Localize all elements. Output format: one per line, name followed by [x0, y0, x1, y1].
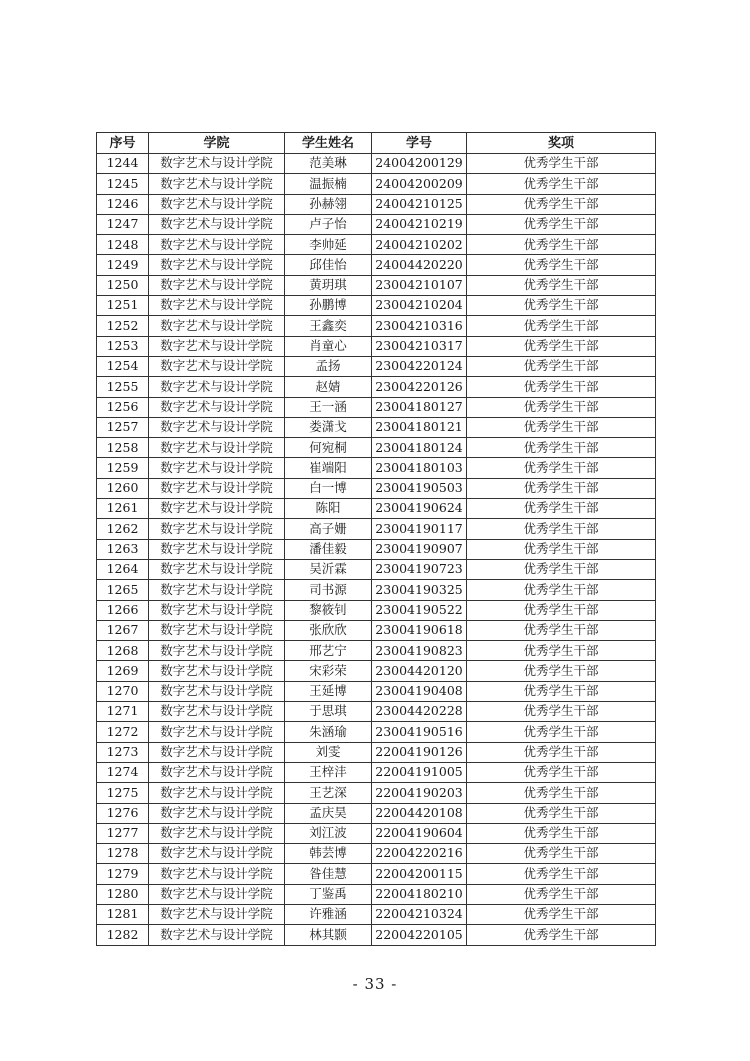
cell-student-name: 司书源	[285, 580, 372, 600]
cell-seq: 1261	[97, 499, 149, 519]
cell-student-id: 24004210125	[372, 194, 467, 214]
cell-award: 优秀学生干部	[467, 397, 656, 417]
header-seq: 序号	[97, 133, 149, 154]
table-row	[97, 620, 656, 640]
cell-college: 数字艺术与设计学院	[149, 925, 285, 945]
cell-student-id: 23004190117	[372, 519, 467, 539]
cell-seq: 1251	[97, 296, 149, 316]
cell-student-id: 23004220126	[372, 377, 467, 397]
table-row	[97, 884, 656, 904]
cell-college: 数字艺术与设计学院	[149, 417, 285, 437]
cell-college: 数字艺术与设计学院	[149, 620, 285, 640]
cell-college: 数字艺术与设计学院	[149, 559, 285, 579]
cell-college: 数字艺术与设计学院	[149, 742, 285, 762]
cell-award: 优秀学生干部	[467, 702, 656, 722]
cell-award: 优秀学生干部	[467, 864, 656, 884]
cell-student-id: 23004190408	[372, 681, 467, 701]
cell-college: 数字艺术与设计学院	[149, 255, 285, 275]
cell-student-id: 24004210219	[372, 214, 467, 234]
cell-student-name: 陈阳	[285, 499, 372, 519]
cell-student-id: 22004190203	[372, 783, 467, 803]
table-row	[97, 458, 656, 478]
cell-seq: 1281	[97, 904, 149, 924]
cell-student-name: 温振楠	[285, 174, 372, 194]
table-row	[97, 722, 656, 742]
cell-student-name: 王一涵	[285, 397, 372, 417]
cell-seq: 1255	[97, 377, 149, 397]
cell-seq: 1252	[97, 316, 149, 336]
cell-seq: 1257	[97, 417, 149, 437]
cell-student-name: 于思琪	[285, 702, 372, 722]
cell-college: 数字艺术与设计学院	[149, 154, 285, 174]
cell-student-id: 23004210317	[372, 336, 467, 356]
table-row	[97, 925, 656, 945]
cell-seq: 1268	[97, 641, 149, 661]
cell-student-id: 23004180124	[372, 438, 467, 458]
cell-student-name: 邢艺宁	[285, 641, 372, 661]
table-row	[97, 559, 656, 579]
cell-seq: 1279	[97, 864, 149, 884]
cell-award: 优秀学生干部	[467, 580, 656, 600]
cell-student-id: 23004180127	[372, 397, 467, 417]
cell-award: 优秀学生干部	[467, 296, 656, 316]
cell-student-name: 林其颢	[285, 925, 372, 945]
table-row	[97, 214, 656, 234]
table-row	[97, 580, 656, 600]
page-number: - 33 -	[352, 975, 398, 993]
cell-student-name: 卢子怡	[285, 214, 372, 234]
cell-award: 优秀学生干部	[467, 803, 656, 823]
table-row	[97, 356, 656, 376]
cell-student-id: 23004420228	[372, 702, 467, 722]
cell-seq: 1246	[97, 194, 149, 214]
cell-student-id: 23004180103	[372, 458, 467, 478]
cell-student-name: 张欣欣	[285, 620, 372, 640]
cell-award: 优秀学生干部	[467, 661, 656, 681]
cell-seq: 1274	[97, 762, 149, 782]
cell-college: 数字艺术与设计学院	[149, 884, 285, 904]
table-body	[97, 154, 656, 946]
table-row	[97, 742, 656, 762]
cell-student-id: 23004420120	[372, 661, 467, 681]
cell-college: 数字艺术与设计学院	[149, 235, 285, 255]
cell-award: 优秀学生干部	[467, 539, 656, 559]
cell-award: 优秀学生干部	[467, 722, 656, 742]
cell-college: 数字艺术与设计学院	[149, 904, 285, 924]
cell-award: 优秀学生干部	[467, 275, 656, 295]
table-row	[97, 174, 656, 194]
cell-student-name: 崔端阳	[285, 458, 372, 478]
cell-award: 优秀学生干部	[467, 519, 656, 539]
header-student-id: 学号	[372, 133, 467, 154]
cell-college: 数字艺术与设计学院	[149, 397, 285, 417]
cell-seq: 1262	[97, 519, 149, 539]
cell-student-id: 22004190126	[372, 742, 467, 762]
cell-seq: 1265	[97, 580, 149, 600]
cell-college: 数字艺术与设计学院	[149, 641, 285, 661]
cell-college: 数字艺术与设计学院	[149, 194, 285, 214]
cell-student-id: 23004180121	[372, 417, 467, 437]
table-row	[97, 397, 656, 417]
cell-student-name: 朱涵瑜	[285, 722, 372, 742]
cell-seq: 1259	[97, 458, 149, 478]
cell-student-name: 许雅涵	[285, 904, 372, 924]
cell-award: 优秀学生干部	[467, 377, 656, 397]
cell-award: 优秀学生干部	[467, 255, 656, 275]
cell-award: 优秀学生干部	[467, 925, 656, 945]
cell-seq: 1248	[97, 235, 149, 255]
table-row	[97, 904, 656, 924]
table-row	[97, 783, 656, 803]
cell-student-name: 黎筱钊	[285, 600, 372, 620]
header-row	[97, 133, 656, 154]
cell-student-name: 潘佳毅	[285, 539, 372, 559]
cell-award: 优秀学生干部	[467, 620, 656, 640]
cell-college: 数字艺术与设计学院	[149, 600, 285, 620]
cell-student-name: 昝佳慧	[285, 864, 372, 884]
cell-award: 优秀学生干部	[467, 356, 656, 376]
cell-student-name: 王延博	[285, 681, 372, 701]
table-row	[97, 154, 656, 174]
cell-college: 数字艺术与设计学院	[149, 519, 285, 539]
table-row	[97, 844, 656, 864]
cell-student-id: 22004191005	[372, 762, 467, 782]
cell-seq: 1253	[97, 336, 149, 356]
table-row	[97, 438, 656, 458]
cell-student-id: 22004180210	[372, 884, 467, 904]
cell-college: 数字艺术与设计学院	[149, 316, 285, 336]
cell-student-name: 宋彩荣	[285, 661, 372, 681]
table-row	[97, 255, 656, 275]
table-row	[97, 194, 656, 214]
cell-award: 优秀学生干部	[467, 600, 656, 620]
cell-student-id: 23004190624	[372, 499, 467, 519]
cell-seq: 1244	[97, 154, 149, 174]
cell-student-id: 23004190503	[372, 478, 467, 498]
table-row	[97, 499, 656, 519]
cell-student-id: 22004210324	[372, 904, 467, 924]
cell-student-name: 白一博	[285, 478, 372, 498]
cell-award: 优秀学生干部	[467, 174, 656, 194]
cell-student-id: 23004190723	[372, 559, 467, 579]
table-row	[97, 519, 656, 539]
cell-student-name: 赵婧	[285, 377, 372, 397]
table-row	[97, 641, 656, 661]
cell-seq: 1273	[97, 742, 149, 762]
cell-student-name: 孙鹏博	[285, 296, 372, 316]
table-row	[97, 661, 656, 681]
table-row	[97, 823, 656, 843]
cell-college: 数字艺术与设计学院	[149, 539, 285, 559]
cell-student-id: 23004190907	[372, 539, 467, 559]
cell-award: 优秀学生干部	[467, 641, 656, 661]
cell-award: 优秀学生干部	[467, 417, 656, 437]
cell-award: 优秀学生干部	[467, 742, 656, 762]
cell-seq: 1271	[97, 702, 149, 722]
table-header	[97, 133, 656, 154]
cell-student-name: 李帅延	[285, 235, 372, 255]
cell-college: 数字艺术与设计学院	[149, 823, 285, 843]
table-row	[97, 275, 656, 295]
cell-student-id: 23004210316	[372, 316, 467, 336]
table-row	[97, 681, 656, 701]
cell-college: 数字艺术与设计学院	[149, 844, 285, 864]
cell-college: 数字艺术与设计学院	[149, 499, 285, 519]
table-row	[97, 336, 656, 356]
table-row	[97, 235, 656, 255]
cell-student-id: 23004190516	[372, 722, 467, 742]
table-row	[97, 417, 656, 437]
table-row	[97, 600, 656, 620]
table-row	[97, 539, 656, 559]
cell-college: 数字艺术与设计学院	[149, 214, 285, 234]
cell-college: 数字艺术与设计学院	[149, 336, 285, 356]
cell-student-id: 23004210107	[372, 275, 467, 295]
cell-award: 优秀学生干部	[467, 194, 656, 214]
cell-seq: 1247	[97, 214, 149, 234]
cell-college: 数字艺术与设计学院	[149, 296, 285, 316]
cell-student-name: 黄玥琪	[285, 275, 372, 295]
cell-seq: 1264	[97, 559, 149, 579]
cell-college: 数字艺术与设计学院	[149, 438, 285, 458]
cell-seq: 1250	[97, 275, 149, 295]
cell-college: 数字艺术与设计学院	[149, 864, 285, 884]
cell-student-id: 23004190325	[372, 580, 467, 600]
table-row	[97, 803, 656, 823]
cell-seq: 1266	[97, 600, 149, 620]
cell-college: 数字艺术与设计学院	[149, 722, 285, 742]
cell-seq: 1270	[97, 681, 149, 701]
cell-college: 数字艺术与设计学院	[149, 174, 285, 194]
cell-award: 优秀学生干部	[467, 316, 656, 336]
cell-seq: 1254	[97, 356, 149, 376]
cell-seq: 1275	[97, 783, 149, 803]
cell-college: 数字艺术与设计学院	[149, 275, 285, 295]
cell-student-name: 王艺深	[285, 783, 372, 803]
cell-seq: 1277	[97, 823, 149, 843]
table-row	[97, 377, 656, 397]
cell-student-id: 22004190604	[372, 823, 467, 843]
cell-student-name: 韩芸博	[285, 844, 372, 864]
award-list-table	[96, 132, 656, 946]
cell-seq: 1269	[97, 661, 149, 681]
cell-student-id: 22004220105	[372, 925, 467, 945]
cell-award: 优秀学生干部	[467, 235, 656, 255]
cell-award: 优秀学生干部	[467, 559, 656, 579]
header-award: 奖项	[467, 133, 656, 154]
cell-student-name: 王梓沣	[285, 762, 372, 782]
cell-award: 优秀学生干部	[467, 499, 656, 519]
cell-college: 数字艺术与设计学院	[149, 783, 285, 803]
cell-student-id: 22004220216	[372, 844, 467, 864]
cell-college: 数字艺术与设计学院	[149, 458, 285, 478]
cell-award: 优秀学生干部	[467, 783, 656, 803]
cell-student-name: 刘江波	[285, 823, 372, 843]
header-college: 学院	[149, 133, 285, 154]
cell-student-id: 23004190618	[372, 620, 467, 640]
cell-student-id: 23004210204	[372, 296, 467, 316]
cell-seq: 1282	[97, 925, 149, 945]
cell-seq: 1278	[97, 844, 149, 864]
header-student-name: 学生姓名	[285, 133, 372, 154]
cell-award: 优秀学生干部	[467, 458, 656, 478]
cell-student-id: 24004200209	[372, 174, 467, 194]
cell-college: 数字艺术与设计学院	[149, 478, 285, 498]
cell-college: 数字艺术与设计学院	[149, 681, 285, 701]
cell-student-id: 23004190522	[372, 600, 467, 620]
cell-student-id: 23004190823	[372, 641, 467, 661]
table-row	[97, 864, 656, 884]
cell-award: 优秀学生干部	[467, 904, 656, 924]
cell-award: 优秀学生干部	[467, 823, 656, 843]
cell-seq: 1280	[97, 884, 149, 904]
cell-seq: 1276	[97, 803, 149, 823]
cell-student-name: 孟扬	[285, 356, 372, 376]
cell-award: 优秀学生干部	[467, 884, 656, 904]
cell-award: 优秀学生干部	[467, 844, 656, 864]
cell-seq: 1245	[97, 174, 149, 194]
table-row	[97, 316, 656, 336]
cell-student-name: 吴沂霖	[285, 559, 372, 579]
table-row	[97, 296, 656, 316]
cell-student-name: 肖童心	[285, 336, 372, 356]
cell-student-id: 22004420108	[372, 803, 467, 823]
table-row	[97, 478, 656, 498]
table-row	[97, 702, 656, 722]
cell-award: 优秀学生干部	[467, 681, 656, 701]
cell-student-id: 24004210202	[372, 235, 467, 255]
cell-student-name: 高子姗	[285, 519, 372, 539]
cell-award: 优秀学生干部	[467, 762, 656, 782]
cell-college: 数字艺术与设计学院	[149, 356, 285, 376]
cell-college: 数字艺术与设计学院	[149, 762, 285, 782]
cell-student-name: 邱佳怡	[285, 255, 372, 275]
cell-college: 数字艺术与设计学院	[149, 702, 285, 722]
cell-seq: 1263	[97, 539, 149, 559]
cell-student-id: 23004220124	[372, 356, 467, 376]
cell-seq: 1267	[97, 620, 149, 640]
cell-student-id: 24004200129	[372, 154, 467, 174]
cell-seq: 1256	[97, 397, 149, 417]
cell-seq: 1249	[97, 255, 149, 275]
cell-college: 数字艺术与设计学院	[149, 580, 285, 600]
cell-seq: 1260	[97, 478, 149, 498]
cell-student-name: 刘雯	[285, 742, 372, 762]
cell-seq: 1272	[97, 722, 149, 742]
cell-award: 优秀学生干部	[467, 154, 656, 174]
table-row	[97, 762, 656, 782]
cell-award: 优秀学生干部	[467, 438, 656, 458]
cell-student-name: 丁鉴禹	[285, 884, 372, 904]
cell-college: 数字艺术与设计学院	[149, 661, 285, 681]
cell-student-name: 孙赫翎	[285, 194, 372, 214]
cell-student-name: 娄潇戈	[285, 417, 372, 437]
cell-student-id: 22004200115	[372, 864, 467, 884]
cell-award: 优秀学生干部	[467, 336, 656, 356]
cell-student-name: 孟庆昊	[285, 803, 372, 823]
cell-award: 优秀学生干部	[467, 214, 656, 234]
cell-college: 数字艺术与设计学院	[149, 803, 285, 823]
cell-student-id: 24004420220	[372, 255, 467, 275]
cell-student-name: 何宛桐	[285, 438, 372, 458]
cell-college: 数字艺术与设计学院	[149, 377, 285, 397]
cell-student-name: 范美琳	[285, 154, 372, 174]
cell-seq: 1258	[97, 438, 149, 458]
cell-student-name: 王鑫奕	[285, 316, 372, 336]
cell-award: 优秀学生干部	[467, 478, 656, 498]
